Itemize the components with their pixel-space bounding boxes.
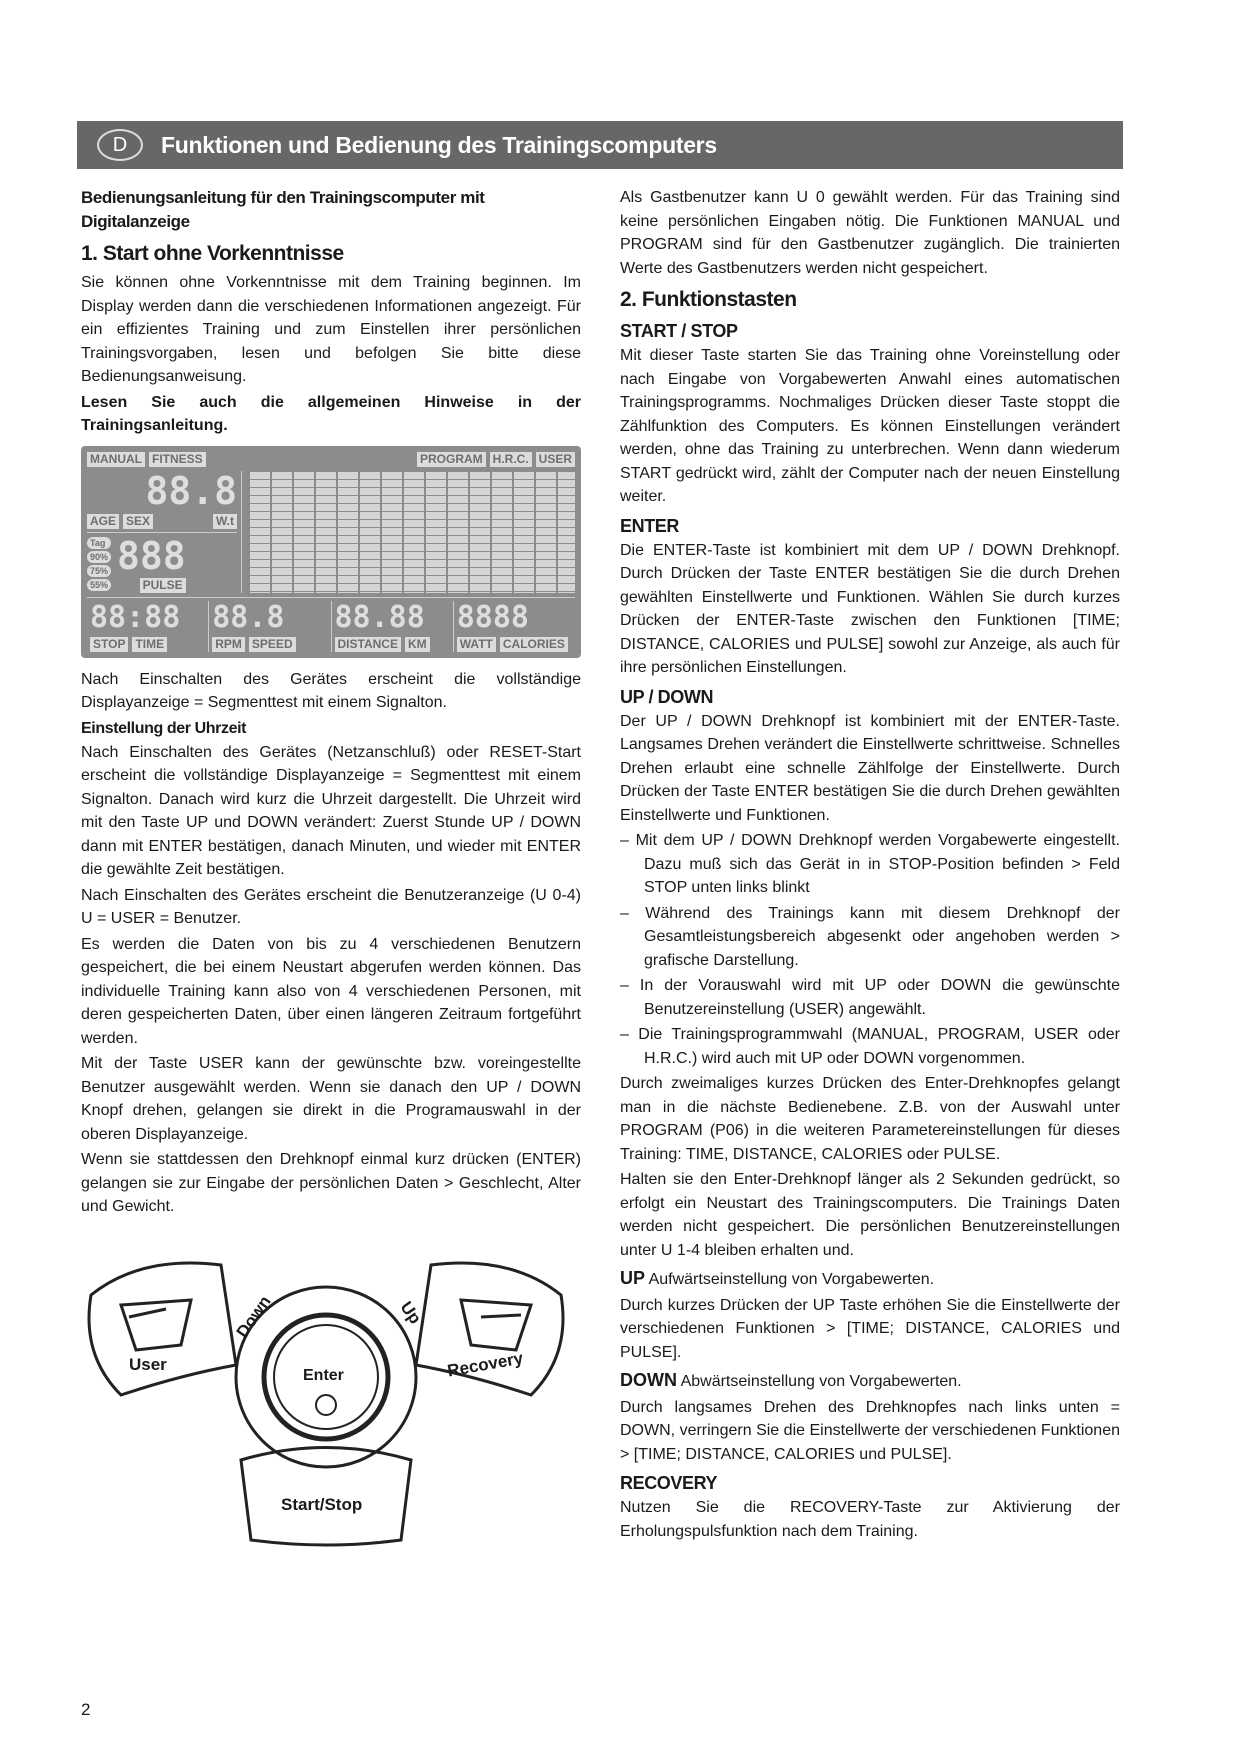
lcd-label: PULSE (140, 578, 186, 593)
control-panel-diagram (81, 1245, 571, 1555)
lcd-label: W.t (213, 514, 237, 529)
paragraph: Durch zweimaliges kurzes Drücken des Enter-Drehknopfes gelangt man in die nächste Bedienebene. Z.B. von der Auswahl unter PROGRAM (P06) in die weiteren Parametereinstellungen für dieses Training: TIME, DISTANCE, CALORIES oder PULSE. (620, 1075, 1120, 1163)
lcd-label: H.R.C. (490, 452, 532, 467)
paragraph: Nach Einschalten des Gerätes erscheint die vollständige Displayanzeige = Segmenttest mit einem Signalton. (81, 670, 581, 711)
lcd-label: TIME (132, 637, 167, 652)
up-text: Aufwärtseinstellung von Vorgabewerten. (648, 1271, 935, 1288)
heart-icon: 55% (87, 579, 111, 591)
paragraph: Der UP / DOWN Drehknopf ist kombiniert mit der ENTER-Taste. Langsames Drehen verändert die Einstellwerte schrittweise. Schnelles Drehen erlaubt eine schnelle Zählfolge der Einstellwerte. Durch Drücken der Taste ENTER bestätigen Sie die durch Drehen gewählten Einstellwerte und Funktionen. (620, 712, 1120, 824)
right-column (620, 186, 1120, 1545)
paragraph: Mit dieser Taste starten Sie das Training ohne Voreinstellung oder nach Eingabe von Vorgabewerten Anwahl eines automatischen Trainingsprogramms. Nochmaliges Drücken dieser Taste stoppt die Zählfunktion des Computers. Es können Einstellungen verändert werden, ohne das Training zu unterbrechen. Wenn dann wiederum START gedrückt wird, zählt der Computer nach der neuen Einstellung weiter. (620, 347, 1120, 505)
lcd-digits: 8888 (456, 599, 529, 635)
down-text: Abwärtseinstellung von Vorgabewerten. (680, 1373, 962, 1390)
paragraph: Wenn sie stattdessen den Drehknopf einmal kurz drücken (ENTER) gelangen sie zur Eingabe der persönlichen Daten > Geschlecht, Alter und Gewicht. (81, 1151, 581, 1215)
subtitle: Bedienungsanleitung für den Trainingscomputer mit Digitalanzeige (81, 188, 485, 231)
lcd-label: CALORIES (500, 637, 568, 652)
paragraph: Mit der Taste USER kann der gewünschte bzw. voreingestellte Benutzer ausgewählt werden. Wenn sie danach den UP / DOWN Knopf drehen, gelangen sie direkt in die Programauswahl in der oberen Displayanzeige. (81, 1055, 581, 1143)
heading-recovery: RECOVERY (620, 1473, 718, 1493)
language-badge: D (97, 129, 143, 161)
heading-start: 1. Start ohne Vorkenntnisse (81, 242, 344, 265)
paragraph: Durch kurzes Drücken der UP Taste erhöhen Sie die Einstellwerte der verschiedenen Funktionen > [TIME; DISTANCE, CALORIES und PULSE]. (620, 1296, 1120, 1361)
lcd-label: RPM (212, 637, 245, 652)
lcd-label: SEX (123, 514, 153, 529)
paragraph: Nach Einschalten des Gerätes erscheint die Benutzeranzeige (U 0-4) U = USER = Benutzer. (81, 886, 581, 927)
up-knob-label[interactable]: Up (396, 1297, 426, 1327)
paragraph: Sie können ohne Vorkenntnisse mit dem Training beginnen. Im Display werden dann die verschiedenen Informationen angezeigt. Für ein effizientes Training und zum Einstellen ihrer persönlichen Trainingsvorgaben, lesen und befolgen Sie bitte diese Bedienungsanweisung. (81, 274, 581, 385)
lcd-mode-row (87, 452, 575, 467)
lcd-digits: 888 (117, 533, 186, 578)
heading-clock: Einstellung der Uhrzeit (81, 719, 247, 737)
enter-knob[interactable]: Enter (303, 1366, 344, 1384)
paragraph: Die ENTER-Taste ist kombiniert mit dem UP / DOWN Drehknopf. Durch Drücken der Taste ENTER bestätigen Sie die durch Drehen gewählten Einstellwerte und Funktionen. Wählen Sie durch kurzes Drücken der ENTER-Taste zwischen den Funktionen [TIME; DISTANCE, CALORIES und PULSE] sowohl zur Anzeige, als auch für ihre persönlichen Einstellungen. (620, 541, 1120, 676)
lcd-label: AGE (87, 514, 119, 529)
heart-icon: 90% (87, 551, 111, 563)
start-stop-button[interactable]: Start/Stop (281, 1494, 363, 1514)
lcd-label: MANUAL (87, 452, 145, 467)
lcd-digits: 88.8 (212, 599, 285, 635)
paragraph: Als Gastbenutzer kann U 0 gewählt werden. Für das Training sind keine persönlichen Eingaben nötig. Die Funktionen MANUAL und PROGRAM sind für den Gastbenutzer zugänglich. Die trainierten Werte des Gastbenutzers werden nicht gespeichert. (620, 189, 1120, 277)
lcd-label: FITNESS (149, 452, 206, 467)
paragraph: Halten sie den Enter-Drehknopf länger als 2 Sekunden gedrückt, so erfolgt ein Neustart des Trainingscomputers. Die Trainings Daten werden nicht gespeichert. Die persönlichen Benutzereinstellungen unter U 1-4 bleiben erhalten und. (620, 1171, 1120, 1259)
lcd-label: USER (536, 452, 575, 467)
heading-function-keys: 2. Funktionstasten (620, 288, 797, 311)
lcd-label: STOP (90, 637, 128, 652)
lcd-label: DISTANCE (335, 637, 401, 652)
lcd-digits: 88.8 (145, 468, 237, 513)
bullet: – In der Vorauswahl wird mit UP oder DOWN die gewünschte Benutzereinstellung (USER) angewählt. (620, 977, 1120, 1018)
heading-start-stop: START / STOP (620, 321, 738, 341)
paragraph: Durch langsames Drehen des Drehknopfes nach links unten = DOWN, verringern Sie die Einstellwerte der verschiedenen Funktionen > [TIME; DISTANCE, CALORIES und PULSE]. (620, 1398, 1120, 1463)
bullet: – Mit dem UP / DOWN Drehknopf werden Vorgabewerte eingestellt. Dazu muß sich das Gerät in in STOP-Position befinden > Feld STOP unten links blinkt (620, 832, 1120, 896)
lcd-display-diagram (81, 446, 581, 658)
lcd-digits: 88.88 (334, 599, 425, 635)
bullet: – Während des Trainings kann mit diesem Drehknopf der Gesamtleistungsbereich abgesenkt oder angehoben werden > grafische Darstellung. (620, 904, 1120, 969)
heading-enter: ENTER (620, 515, 680, 536)
bullet: – Die Trainingsprogrammwahl (MANUAL, PROGRAM, USER oder H.R.C.) wird auch mit UP oder DOWN vorgenommen. (620, 1026, 1120, 1067)
paragraph: Es werden die Daten von bis zu 4 verschiedenen Benutzern gespeichert, die bei einem Neustart abgerufen werden können. Das individuelle Training kann also von 4 verschiedenen Personen, mit deren gespeicherten Daten, über einen längeren Zeitraum fortgeführt werden. (81, 935, 581, 1047)
heart-icon: 75% (87, 565, 111, 577)
lcd-label: PROGRAM (417, 452, 486, 467)
lcd-bar-graph (248, 471, 575, 593)
up-label: UP (620, 1268, 646, 1288)
down-label: DOWN (620, 1370, 677, 1390)
user-button[interactable]: User (129, 1354, 167, 1374)
heading-up-down: UP / DOWN (620, 686, 714, 707)
recovery-button[interactable]: Recovery (445, 1348, 525, 1381)
heart-icon: Tag (87, 537, 111, 549)
lcd-label: KM (405, 637, 430, 652)
section-header (77, 121, 1123, 169)
page-number: 2 (81, 1700, 91, 1719)
lcd-label: SPEED (249, 637, 296, 652)
note: Lesen Sie auch die allgemeinen Hinweise in der Trainingsanleitung. (81, 393, 581, 434)
left-column (81, 186, 581, 1555)
lcd-digits: 88:88 (90, 599, 181, 635)
down-knob-label[interactable]: Down (232, 1291, 275, 1341)
section-title: Funktionen und Bedienung des Trainingscomputers (161, 131, 717, 158)
paragraph: Nach Einschalten des Gerätes (Netzanschluß) oder RESET-Start erscheint die vollständige Displayanzeige = Segmenttest mit einem Signalton. Danach wird kurz die Uhrzeit dargestellt. Die Uhrzeit wird mit den Taste UP und DOWN verändert: Zuerst Stunde UP / DOWN dann mit ENTER bestätigen, danach Minuten, und wieder mit ENTER die gewählte Zeit bestätigen. (81, 743, 581, 878)
lcd-label: WATT (457, 637, 496, 652)
paragraph: Nutzen Sie die RECOVERY-Taste zur Aktivierung der Erholungspulsfunktion nach dem Training. (620, 1499, 1120, 1540)
